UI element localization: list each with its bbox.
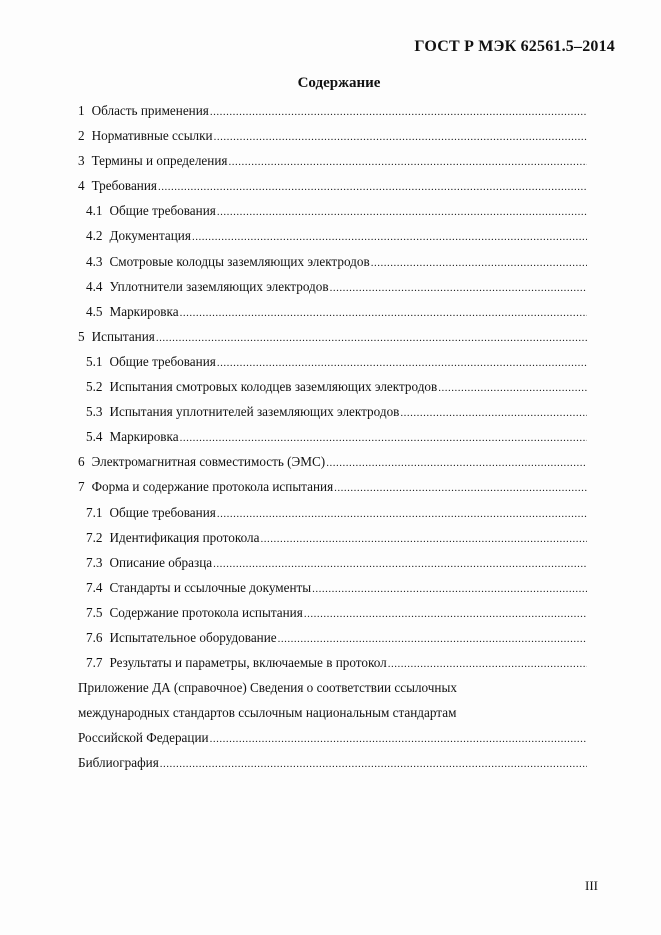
toc-entry-7-2[interactable] (78, 525, 587, 550)
dot-leader (217, 200, 587, 225)
toc-label: Смотровые колодцы заземляющих электродов (109, 253, 370, 269)
toc-label: Идентификация протокола (109, 529, 260, 545)
dot-leader (260, 527, 587, 552)
toc-label: Маркировка (109, 429, 179, 445)
toc-number: 7.4 (86, 579, 103, 595)
toc-label: Стандарты и ссылочные документы (109, 579, 312, 595)
toc-entry-7-3[interactable] (78, 550, 587, 575)
table-of-contents (78, 98, 587, 776)
toc-number: 6 (78, 454, 85, 470)
dot-leader (312, 577, 587, 602)
toc-entry-4[interactable] (78, 173, 587, 198)
toc-label: Форма и содержание протокола испытания (91, 479, 334, 495)
toc-label: Описание образца (109, 554, 213, 570)
dot-leader (180, 426, 587, 451)
toc-label: Испытательное оборудование (109, 629, 277, 645)
toc-entry-4-1[interactable] (78, 198, 587, 223)
toc-entry-5[interactable] (78, 324, 587, 349)
dot-leader (213, 552, 587, 577)
toc-annex-line-3[interactable] (78, 725, 587, 750)
toc-entry-5-3[interactable] (78, 399, 587, 424)
dot-leader (330, 276, 587, 301)
toc-number: 7 (78, 479, 85, 495)
toc-entry-7-7[interactable] (78, 650, 587, 675)
toc-number: 7.6 (86, 629, 103, 645)
dot-leader (217, 502, 587, 527)
toc-entry-7-5[interactable] (78, 600, 587, 625)
dot-leader (438, 376, 587, 401)
toc-label: Библиография (78, 755, 159, 771)
toc-entry-7-6[interactable] (78, 625, 587, 650)
toc-number: 4.4 (86, 278, 103, 294)
toc-entry-5-4[interactable] (78, 424, 587, 449)
toc-label: Уплотнители заземляющих электродов (109, 278, 329, 294)
page-number: III (585, 878, 598, 893)
toc-entry-5-1[interactable] (78, 349, 587, 374)
toc-entry-7-4[interactable] (78, 575, 587, 600)
page-title: Содержание (297, 75, 381, 91)
toc-label: Испытания смотровых колодцев заземляющих электродов (109, 379, 438, 395)
toc-label: Испытания (91, 328, 155, 344)
toc-label: Содержание протокола испытания (109, 604, 303, 620)
toc-label: Электромагнитная совместимость (ЭМС) (91, 454, 326, 470)
toc-label: Общие требования (109, 203, 216, 219)
toc-entry-1[interactable] (78, 98, 587, 123)
toc-number: 3 (78, 153, 85, 169)
dot-leader (371, 251, 587, 276)
toc-label: Общие требования (109, 353, 216, 369)
toc-number: 5 (78, 328, 85, 344)
dot-leader (304, 602, 587, 627)
toc-number: 7.3 (86, 554, 103, 570)
dot-leader (400, 401, 587, 426)
toc-number: 1 (78, 103, 85, 118)
toc-number: 4.2 (86, 228, 103, 244)
toc-entry-3[interactable] (78, 148, 587, 173)
toc-entry-6[interactable] (78, 449, 587, 474)
dot-leader (326, 451, 587, 476)
toc-number: 7.1 (86, 504, 103, 520)
toc-label: Испытания уплотнителей заземляющих электродов (109, 404, 400, 420)
dot-leader (210, 727, 587, 752)
toc-label: международных стандартов ссылочным национальным стандартам (78, 705, 457, 721)
dot-leader (228, 150, 587, 175)
toc-number: 2 (78, 128, 85, 144)
toc-entry-4-2[interactable] (78, 223, 587, 248)
toc-entry-7[interactable] (78, 474, 587, 499)
toc-label: Российской Федерации (78, 730, 209, 746)
toc-number: 4.3 (86, 253, 103, 269)
toc-number: 5.4 (86, 429, 103, 445)
toc-entry-bibliography[interactable] (78, 750, 587, 775)
toc-number: 7.2 (86, 529, 103, 545)
toc-entry-4-4[interactable] (78, 274, 587, 299)
toc-entry-2[interactable] (78, 123, 587, 148)
toc-entry-7-1[interactable] (78, 500, 587, 525)
toc-number: 4.5 (86, 303, 103, 319)
toc-number: 7.5 (86, 604, 103, 620)
dot-leader (217, 351, 587, 376)
toc-number: 4.1 (86, 203, 103, 219)
toc-entry-4-5[interactable] (78, 299, 587, 324)
dot-leader (158, 175, 587, 200)
toc-annex-line-1[interactable] (78, 675, 587, 700)
toc-entry-4-3[interactable] (78, 249, 587, 274)
dot-leader (278, 627, 587, 652)
toc-label: Документация (109, 228, 191, 244)
toc-label: Требования (91, 178, 157, 194)
toc-annex-line-2[interactable] (78, 700, 587, 725)
toc-number: 5.1 (86, 353, 103, 369)
dot-leader (214, 125, 587, 150)
dot-leader (180, 301, 587, 326)
toc-label: Область применения (91, 103, 209, 118)
toc-number: 7.7 (86, 655, 103, 671)
toc-number: 5.3 (86, 404, 103, 420)
dot-leader (160, 752, 587, 777)
dot-leader (334, 476, 587, 501)
toc-label: Нормативные ссылки (91, 128, 213, 144)
dot-leader (156, 326, 587, 351)
toc-label: Общие требования (109, 504, 216, 520)
toc-number: 5.2 (86, 379, 103, 395)
toc-label: Результаты и параметры, включаемые в протокол (109, 655, 387, 671)
document-code: ГОСТ Р МЭК 62561.5–2014 (414, 38, 615, 55)
dot-leader (192, 225, 587, 250)
toc-label: Приложение ДА (справочное) Сведения о соответствии ссылочных (78, 680, 457, 696)
toc-number: 4 (78, 178, 85, 194)
dot-leader (210, 100, 587, 125)
toc-label: Маркировка (109, 303, 179, 319)
dot-leader (388, 652, 587, 677)
toc-entry-5-2[interactable] (78, 374, 587, 399)
toc-label: Термины и определения (91, 153, 228, 169)
